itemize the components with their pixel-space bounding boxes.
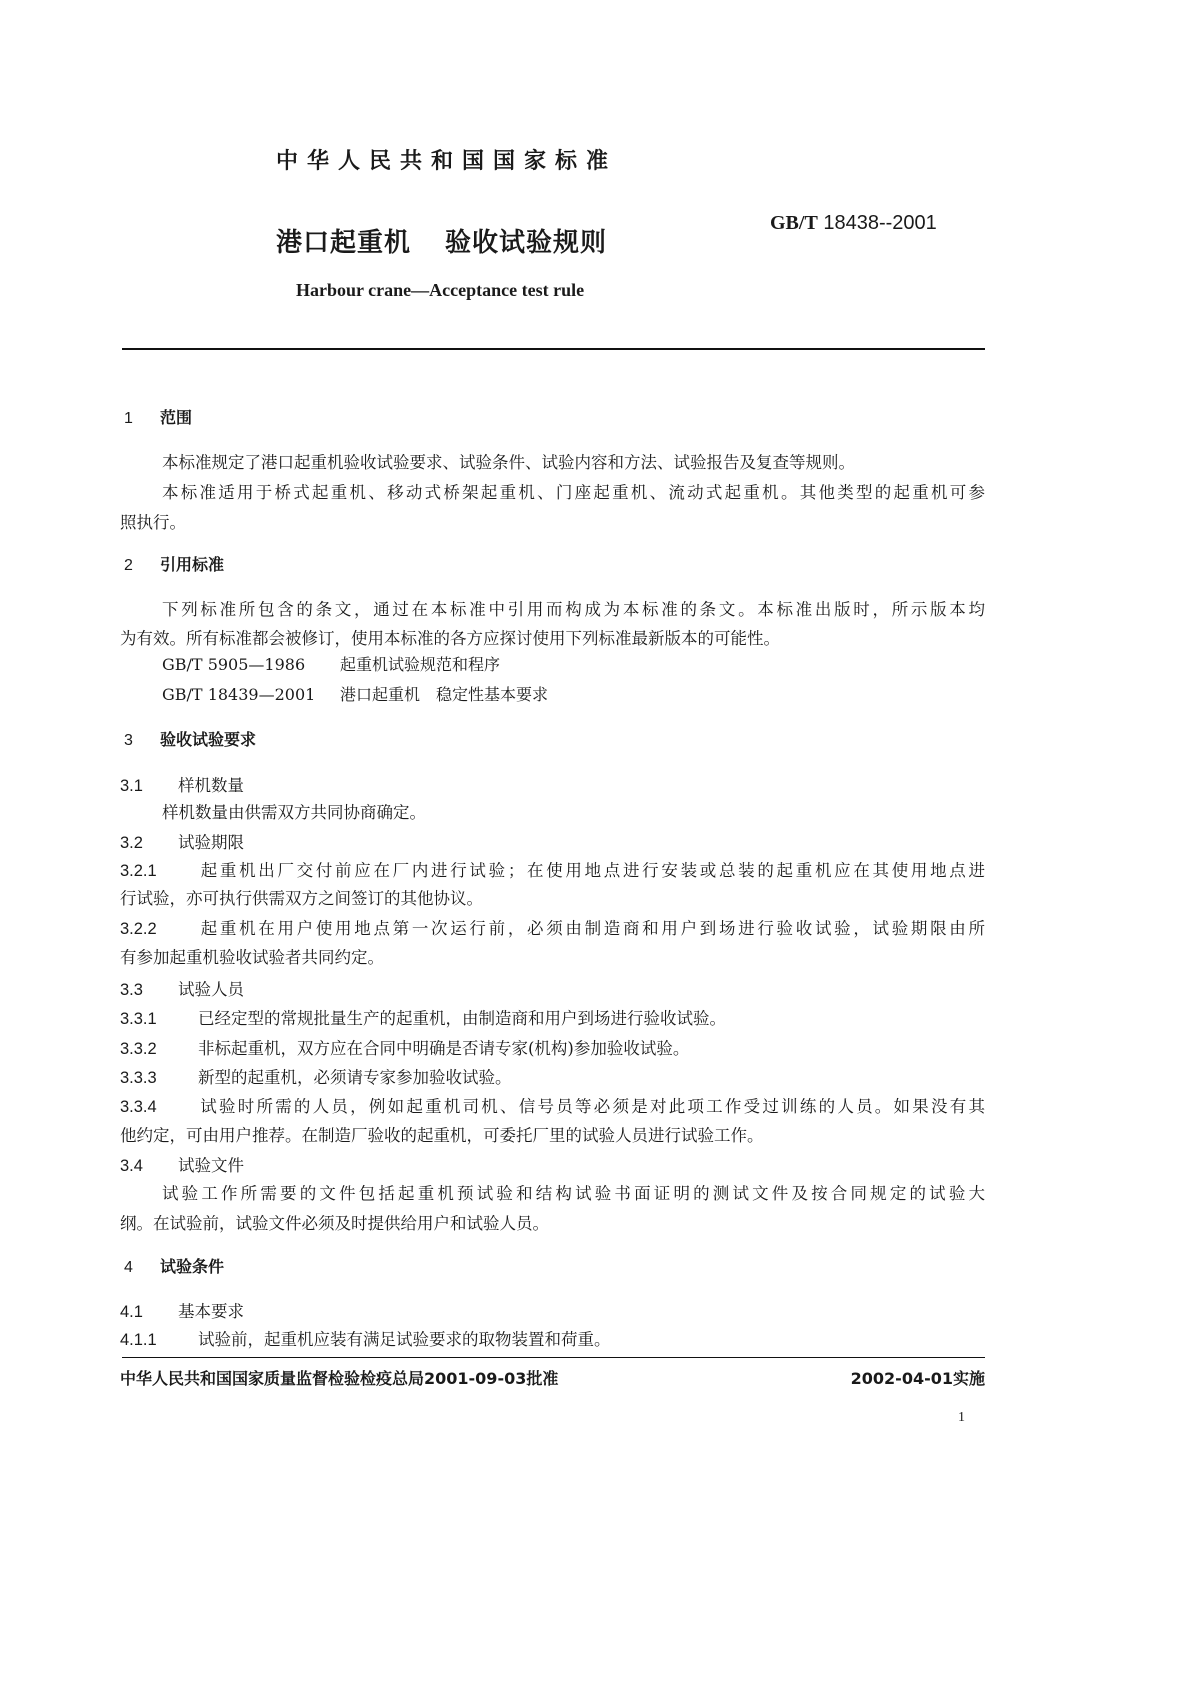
clause-text: 试验前，起重机应装有满足试验要求的取物装置和荷重。 [198,1330,611,1349]
subsection-title: 试验人员 [178,980,244,999]
title-part-1: 港口起重机 [276,228,412,258]
paragraph-line: 纲。在试验前，试验文件必须及时提供给用户和试验人员。 [120,1214,549,1233]
subsection-number: 4.1 [120,1303,143,1321]
standard-type-heading: 中华人民共和国国家标准 [276,149,618,174]
clause-text: 非标起重机，双方应在合同中明确是否请专家(机构)参加验收试验。 [198,1039,690,1058]
paragraph-line: 行试验，亦可执行供需双方之间签订的其他协议。 [120,889,483,908]
clause-number: 3.3.3 [120,1069,157,1087]
section-1-heading [124,405,192,428]
clause-text: 起重机出厂交付前应在厂内进行试验；在使用地点进行安装或总装的起重机应在其使用地点进 [198,861,985,880]
subsection-title: 基本要求 [178,1302,244,1321]
header-divider [122,348,985,350]
clause-number: 3.3.2 [120,1040,157,1058]
section-number: 3 [124,732,133,749]
paragraph-line: 样机数量由供需双方共同协商确定。 [162,803,426,822]
title-part-2: 验收试验规则 [445,228,608,258]
subsection-4-1-heading [120,1298,244,1322]
clause-number: 3.3.4 [120,1098,157,1116]
clause-3-2-1-line [120,857,985,881]
subsection-3-4-heading [120,1152,244,1176]
clause-3-3-4-line [120,1093,985,1117]
subsection-number: 3.2 [120,834,143,852]
subsection-title: 样机数量 [178,776,244,795]
footer-divider [122,1357,985,1358]
reference-code: GB/T 5905—1986 [162,655,306,674]
paragraph-line: 本标准规定了港口起重机验收试验要求、试验条件、试验内容和方法、试验报告及复查等规则。 [162,453,855,472]
reference-item [162,652,500,675]
reference-name: 港口起重机 稳定性基本要求 [340,685,549,704]
section-number: 4 [124,1259,133,1276]
clause-number: 3.2.2 [120,920,157,938]
code-prefix: GB/T [770,212,818,234]
standard-code [770,212,937,235]
section-4-heading [124,1254,224,1277]
section-title: 试验条件 [160,1257,225,1276]
clause-3-3-1-line [120,1005,726,1029]
clause-3-2-2-line [120,915,985,939]
section-title: 引用标准 [160,555,225,574]
paragraph-line: 试验工作所需要的文件包括起重机预试验和结构试验书面证明的测试文件及按合同规定的试验大 [162,1184,985,1203]
section-3-heading [124,727,256,750]
subsection-title: 试验文件 [178,1156,244,1175]
clause-text: 已经定型的常规批量生产的起重机，由制造商和用户到场进行验收试验。 [198,1009,726,1028]
paragraph-line: 有参加起重机验收试验者共同约定。 [120,948,384,967]
subsection-3-1-heading [120,772,244,796]
paragraph-line: 为有效。所有标准都会被修订，使用本标准的各方应探讨使用下列标准最新版本的可能性。 [120,629,780,648]
clause-3-3-3-line [120,1064,512,1088]
section-number: 2 [124,557,133,574]
page-number: 1 [958,1410,965,1425]
paragraph-line: 他约定，可由用户推荐。在制造厂验收的起重机，可委托厂里的试验人员进行试验工作。 [120,1126,764,1145]
clause-4-1-1-line [120,1326,611,1350]
section-number: 1 [124,410,133,427]
subsection-number: 3.3 [120,981,143,999]
paragraph-line: 下列标准所包含的条文，通过在本标准中引用而构成为本标准的条文。本标准出版时，所示版本均 [162,600,985,619]
reference-code: GB/T 18439—2001 [162,685,316,704]
subsection-3-3-heading [120,976,244,1000]
paragraph-line: 照执行。 [120,513,186,532]
clause-number: 4.1.1 [120,1331,157,1349]
section-title: 范围 [160,408,193,427]
document-title-en: Harbour crane—Acceptance test rule [296,280,585,300]
subsection-title: 试验期限 [178,833,244,852]
document-title-cn [276,222,607,259]
code-number: 18438--2001 [823,212,937,234]
reference-item [162,682,548,705]
subsection-3-2-heading [120,829,244,853]
section-2-heading [124,552,224,575]
clause-text: 试验时所需的人员，例如起重机司机、信号员等必须是对此项工作受过训练的人员。如果没有其 [198,1097,985,1116]
reference-name: 起重机试验规范和程序 [340,655,501,674]
subsection-number: 3.1 [120,777,143,795]
clause-3-3-2-line [120,1035,689,1059]
clause-text: 新型的起重机，必须请专家参加验收试验。 [198,1068,512,1087]
approval-statement: 中华人民共和国国家质量监督检验检疫总局2001-09-03批准 [120,1369,559,1388]
clause-number: 3.2.1 [120,862,157,880]
clause-number: 3.3.1 [120,1010,157,1028]
paragraph-line: 本标准适用于桥式起重机、移动式桥架起重机、门座起重机、流动式起重机。其他类型的起重机可参 [162,483,985,502]
clause-text: 起重机在用户使用地点第一次运行前，必须由制造商和用户到场进行验收试验，试验期限由所 [198,919,985,938]
implementation-date: 2002-04-01实施 [850,1369,985,1388]
subsection-number: 3.4 [120,1157,143,1175]
section-title: 验收试验要求 [160,730,257,749]
